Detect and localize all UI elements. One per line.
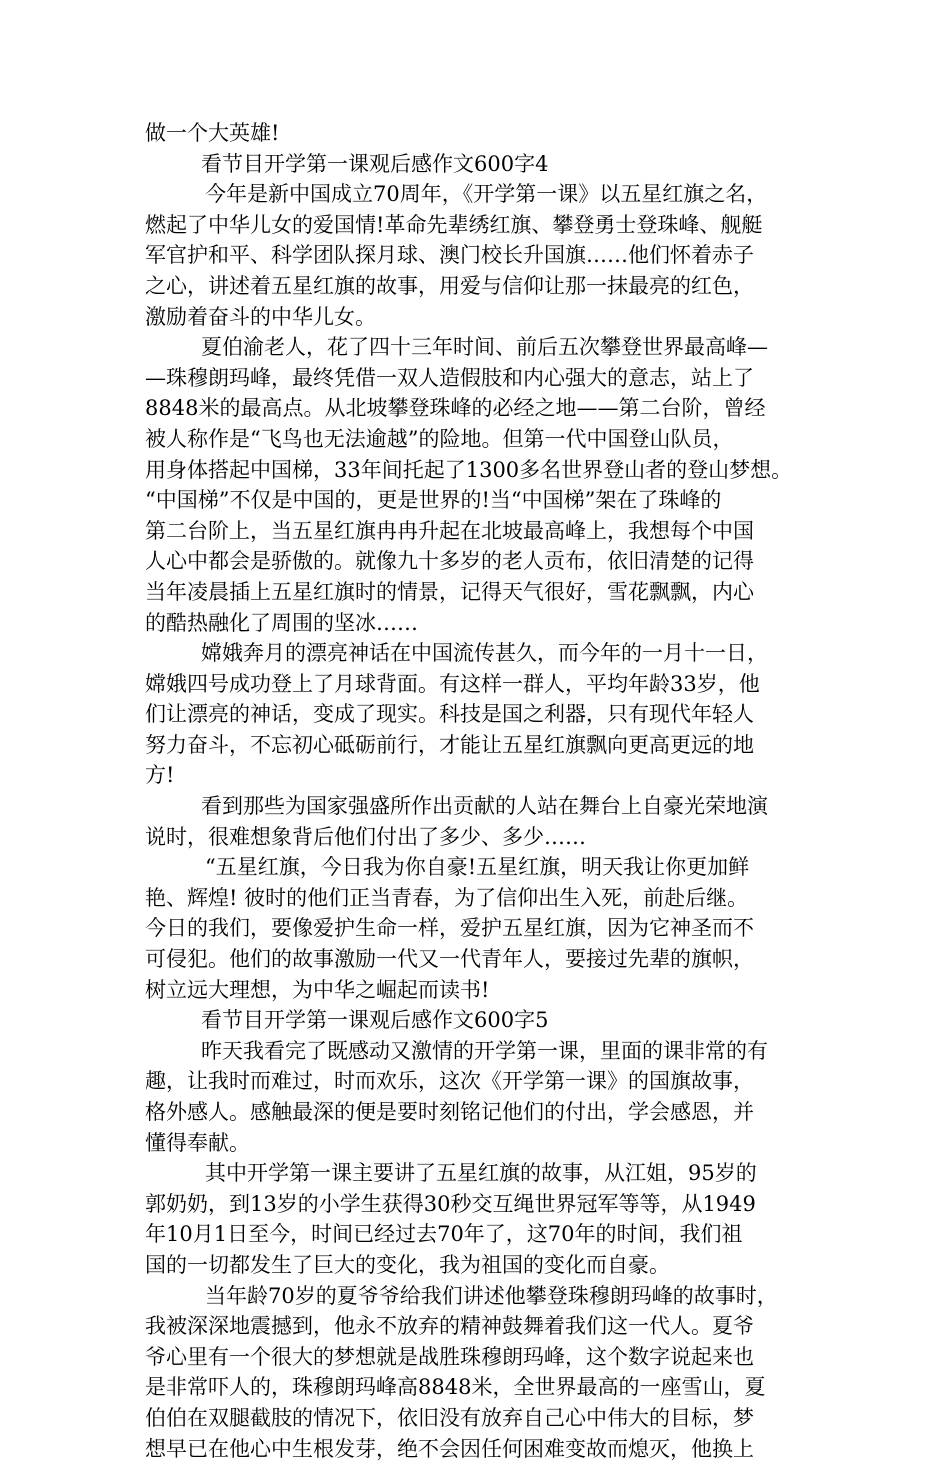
text-line: 伯伯在双腿截肢的情况下，依旧没有放弃自己心中伟大的目标，梦 — [145, 1405, 754, 1430]
text-line: 郭奶奶，到13岁的小学生获得30秒交互绳世界冠军等等，从1949 — [145, 1191, 756, 1216]
text-line: 看到那些为国家强盛所作出贡献的人站在舞台上自豪光荣地演 — [201, 794, 768, 819]
text-line: 年10月1日至今，时间已经过去70年了，这70年的时间，我们祖 — [145, 1222, 743, 1247]
section-heading: 看节目开学第一课观后感作文600字4 — [201, 151, 549, 176]
text-line: 军官护和平、科学团队探月球、澳门校长升国旗……他们怀着赤子 — [145, 243, 754, 268]
text-line: 其中开学第一课主要讲了五星红旗的故事，从江姐，95岁的 — [205, 1161, 757, 1186]
text-line: 格外感人。感触最深的便是要时刻铭记他们的付出，学会感恩，并 — [145, 1100, 754, 1124]
text-line: 是非常吓人的，珠穆朗玛峰高8848米，全世界最高的一座雪山，夏 — [145, 1375, 766, 1400]
text-line: 趣，让我时而难过，时而欢乐，这次《开学第一课》的国旗故事， — [145, 1069, 754, 1094]
text-line: 用身体搭起中国梯，33年间托起了1300多名世界登山者的登山梦想。 — [145, 457, 793, 482]
text-line: 之心，讲述着五星红旗的故事，用爱与信仰让那一抹最亮的红色， — [145, 273, 754, 298]
text-line: 努力奋斗，不忘初心砥砺前行，才能让五星红旗飘向更高更远的地 — [145, 732, 754, 757]
text-line: 爷心里有一个很大的梦想就是战胜珠穆朗玛峰，这个数字说起来也 — [145, 1344, 754, 1369]
text-line: 想早已在他心中生根发芽，绝不会因任何困难变故而熄灭，他换上 — [145, 1436, 754, 1461]
text-line: 可侵犯。他们的故事激励一代又一代青年人，要接过先辈的旗帜， — [145, 947, 754, 972]
text-line: 的酷热融化了周围的坚冰…… — [145, 610, 418, 635]
text-line: 当年龄70岁的夏爷爷给我们讲述他攀登珠穆朗玛峰的故事时， — [205, 1283, 778, 1308]
text-line: 方! — [145, 763, 175, 788]
text-line: 嫦娥四号成功登上了月球背面。有这样一群人，平均年龄33岁，他 — [145, 671, 760, 696]
text-line: 8848米的最高点。从北坡攀登珠峰的必经之地——第二台阶，曾经 — [145, 396, 766, 421]
text-line: 说时，很难想象背后他们付出了多少、多少…… — [145, 824, 586, 849]
text-line: “五星红旗，今日我为你自豪!五星红旗，明天我让你更加鲜 — [205, 855, 750, 880]
text-line: 夏伯渝老人，花了四十三年时间、前后五次攀登世界最高峰— — [201, 335, 768, 360]
text-line: 第二台阶上，当五星红旗冉冉升起在北坡最高峰上，我想每个中国 — [145, 518, 754, 543]
text-line: 国的一切都发生了巨大的变化，我为祖国的变化而自豪。 — [145, 1252, 670, 1277]
text-line: 艳、辉煌! 彼时的他们正当青春，为了信仰出生入死，前赴后继。 — [145, 885, 749, 910]
text-line: 今日的我们，要像爱护生命一样，爱护五星红旗，因为它神圣而不 — [145, 916, 754, 941]
text-line: 当年凌晨插上五星红旗时的情景，记得天气很好，雪花飘飘，内心 — [145, 579, 754, 604]
text-line: 人心中都会是骄傲的。就像九十多岁的老人贡布，依旧清楚的记得 — [145, 549, 754, 574]
text-line: 被人称作是“飞鸟也无法逾越”的险地。但第一代中国登山队员， — [145, 426, 734, 451]
text-line: 昨天我看完了既感动又激情的开学第一课，里面的课非常的有 — [201, 1038, 768, 1063]
text-line: 激励着奋斗的中华儿女。 — [145, 304, 376, 329]
section-heading: 看节目开学第一课观后感作文600字5 — [201, 1008, 549, 1033]
text-line: 嫦娥奔月的漂亮神话在中国流传甚久，而今年的一月十一日， — [201, 641, 768, 666]
text-line: 今年是新中国成立70周年，《开学第一课》以五星红旗之名， — [205, 182, 768, 207]
text-line: 做一个大英雄! — [145, 121, 280, 145]
text-line: 燃起了中华儿女的爱国情!革命先辈绣红旗、攀登勇士登珠峰、舰艇 — [145, 212, 763, 237]
text-line: 树立远大理想，为中华之崛起而读书! — [145, 977, 490, 1002]
text-line: 们让漂亮的神话，变成了现实。科技是国之利器，只有现代年轻人 — [145, 702, 754, 727]
text-line: —珠穆朗玛峰，最终凭借一双人造假肢和内心强大的意志，站上了 — [145, 365, 754, 390]
text-line: 我被深深地震撼到，他永不放弃的精神鼓舞着我们这一代人。夏爷 — [145, 1314, 754, 1339]
text-line: 懂得奉献。 — [145, 1130, 250, 1155]
document-body — [145, 118, 813, 1464]
text-line: “中国梯”不仅是中国的，更是世界的!当“中国梯”架在了珠峰的 — [145, 488, 722, 513]
